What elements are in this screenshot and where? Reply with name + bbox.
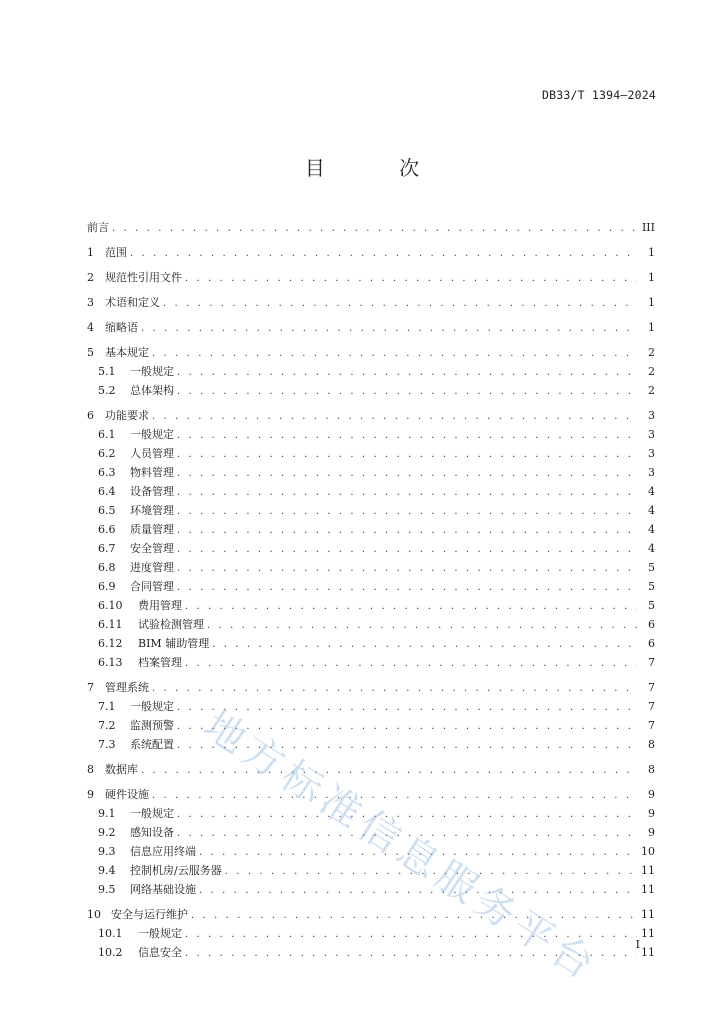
toc-entry-label: 缩略语 (105, 321, 138, 334)
toc-entry-number: 6.10 (98, 599, 123, 612)
toc-leader-dots (207, 617, 637, 635)
toc-entry-label: 一般规定 (130, 428, 174, 441)
toc-entry-number: 9.1 (98, 807, 116, 820)
toc-leader-dots (177, 364, 637, 382)
toc-entry-label: 费用管理 (138, 599, 182, 612)
toc-entry[interactable] (87, 426, 655, 445)
toc-leader-dots (185, 598, 637, 616)
toc-entry-number: 7.1 (98, 700, 116, 713)
toc-entry-label: 一般规定 (130, 365, 174, 378)
toc-leader-dots (177, 579, 637, 597)
toc-leader-dots (177, 383, 637, 401)
toc-entry-number: 9.4 (98, 864, 116, 877)
toc-entry-page: 9 (648, 807, 655, 820)
toc-entry-number: 5.1 (98, 365, 116, 378)
toc-entry-page: 9 (648, 788, 655, 801)
toc-entry-page: 5 (648, 580, 655, 593)
toc-entry-page: III (641, 221, 655, 234)
toc-entry-label: 档案管理 (138, 656, 182, 669)
toc-entry-number: 6.5 (98, 504, 116, 517)
toc-entry[interactable] (87, 294, 655, 313)
toc-entry-page: 7 (648, 719, 655, 732)
toc-entry[interactable] (87, 635, 655, 654)
toc-entry-page: 6 (648, 637, 655, 650)
toc-entry-page: 5 (648, 599, 655, 612)
toc-entry-label: 硬件设施 (105, 788, 149, 801)
toc-entry-page: 4 (648, 523, 655, 536)
toc-leader-dots (177, 503, 637, 521)
watermark: 地方标准信息服务平台 (195, 702, 607, 992)
toc-leader-dots (152, 787, 637, 805)
toc-entry-number: 9 (87, 788, 94, 801)
toc-leader-dots (177, 718, 637, 736)
toc-entry-number: 6 (87, 409, 94, 422)
toc-entry[interactable] (87, 559, 655, 578)
toc-entry[interactable] (87, 445, 655, 464)
toc-entry-number: 9.2 (98, 826, 116, 839)
toc-entry[interactable] (87, 906, 655, 925)
toc-leader-dots (185, 926, 637, 944)
toc-entry-page: 11 (641, 927, 655, 940)
toc-entry[interactable] (87, 881, 655, 900)
toc-entry-page: 3 (648, 447, 655, 460)
toc-entry-page: 1 (648, 246, 655, 259)
toc-entry-page: 4 (648, 542, 655, 555)
toc-entry-page: 2 (648, 384, 655, 397)
toc-entry-number: 9.3 (98, 845, 116, 858)
toc-entry-number: 7.2 (98, 719, 116, 732)
toc-entry[interactable] (87, 219, 655, 238)
toc-entry-page: 1 (648, 271, 655, 284)
toc-leader-dots (177, 522, 637, 540)
toc-entry-page: 5 (648, 561, 655, 574)
toc-entry-page: 2 (648, 346, 655, 359)
toc-entry-number: 1 (87, 246, 94, 259)
toc-entry-page: 11 (641, 864, 655, 877)
toc-leader-dots (177, 446, 637, 464)
toc-entry-label: 一般规定 (130, 700, 174, 713)
toc-entry[interactable] (87, 761, 655, 780)
toc-leader-dots (141, 320, 637, 338)
toc-entry-page: 3 (648, 428, 655, 441)
toc-entry[interactable] (87, 824, 655, 843)
document-code: DB33/T 1394—2024 (542, 88, 656, 102)
toc-leader-dots (177, 737, 637, 755)
toc-entry[interactable] (87, 805, 655, 824)
toc-entry-label: 设备管理 (130, 485, 174, 498)
page-number: I (635, 938, 640, 951)
toc-entry-label: 术语和定义 (105, 296, 160, 309)
toc-entry[interactable] (87, 736, 655, 755)
toc-entry-label: 信息安全 (138, 946, 182, 959)
toc-entry[interactable] (87, 679, 655, 698)
toc-leader-dots (212, 636, 637, 654)
toc-entry-number: 6.3 (98, 466, 116, 479)
toc-entry[interactable] (87, 244, 655, 263)
toc-entry-label: 质量管理 (130, 523, 174, 536)
toc-entry-page: 3 (648, 409, 655, 422)
toc-leader-dots (177, 699, 637, 717)
toc-entry-label: 数据库 (105, 763, 138, 776)
toc-entry-page: 4 (648, 504, 655, 517)
toc-entry-label: 信息应用终端 (130, 845, 196, 858)
toc-leader-dots (199, 882, 637, 900)
toc-entry-label: 环境管理 (130, 504, 174, 517)
toc-entry-page: 11 (641, 946, 655, 959)
toc-entry[interactable] (87, 578, 655, 597)
toc-entry-label: 人员管理 (130, 447, 174, 460)
toc-entry-page: 3 (648, 466, 655, 479)
page-title: 目 次 (304, 156, 454, 180)
toc-entry[interactable] (87, 407, 655, 426)
toc-entry-page: 8 (648, 763, 655, 776)
toc-entry[interactable] (87, 944, 655, 963)
toc-entry[interactable] (87, 382, 655, 401)
toc-entry-number: 7.3 (98, 738, 116, 751)
toc-entry-label: 前言 (87, 221, 109, 234)
toc-leader-dots (152, 408, 637, 426)
toc-entry[interactable] (87, 597, 655, 616)
toc-entry-label: 管理系统 (105, 681, 149, 694)
toc-entry-number: 6.9 (98, 580, 116, 593)
toc-leader-dots (130, 245, 637, 263)
toc-entry[interactable] (87, 698, 655, 717)
toc-entry-number: 6.12 (98, 637, 123, 650)
toc-entry-label: 感知设备 (130, 826, 174, 839)
toc-entry-page: 7 (648, 681, 655, 694)
toc-entry-label: 物料管理 (130, 466, 174, 479)
toc-entry-page: 9 (648, 826, 655, 839)
toc-entry-number: 7 (87, 681, 94, 694)
toc-entry[interactable] (87, 862, 655, 881)
toc-entry-page: 6 (648, 618, 655, 631)
table-of-contents (87, 219, 655, 963)
toc-entry-number: 2 (87, 271, 94, 284)
toc-entry-label: 网络基础设施 (130, 883, 196, 896)
toc-leader-dots (163, 295, 637, 313)
toc-entry-label: 控制机房/云服务器 (130, 864, 222, 877)
toc-entry-number: 5 (87, 346, 94, 359)
toc-leader-dots (141, 762, 637, 780)
toc-entry-label: 规范性引用文件 (105, 271, 182, 284)
toc-entry-label: 总体架构 (130, 384, 174, 397)
toc-entry-label: 监测预警 (130, 719, 174, 732)
toc-entry[interactable] (87, 654, 655, 673)
toc-leader-dots (191, 907, 637, 925)
toc-leader-dots (177, 560, 637, 578)
toc-entry-label: 进度管理 (130, 561, 174, 574)
toc-entry-label: BIM 辅助管理 (138, 637, 210, 650)
toc-entry-label: 一般规定 (138, 927, 182, 940)
toc-entry-page: 11 (641, 908, 655, 921)
toc-leader-dots (177, 825, 637, 843)
toc-leader-dots (185, 945, 637, 963)
toc-entry-number: 6.1 (98, 428, 116, 441)
toc-entry-number: 6.6 (98, 523, 116, 536)
toc-entry-label: 安全与运行维护 (111, 908, 188, 921)
toc-entry-number: 4 (87, 321, 94, 334)
toc-entry[interactable] (87, 464, 655, 483)
toc-entry-label: 基本规定 (105, 346, 149, 359)
toc-entry[interactable] (87, 616, 655, 635)
toc-leader-dots (152, 680, 637, 698)
toc-entry-label: 功能要求 (105, 409, 149, 422)
toc-entry[interactable] (87, 717, 655, 736)
toc-entry-page: 4 (648, 485, 655, 498)
toc-entry[interactable] (87, 843, 655, 862)
toc-leader-dots (185, 655, 637, 673)
toc-leader-dots (185, 270, 637, 288)
toc-entry-page: 1 (648, 296, 655, 309)
toc-entry-number: 6.4 (98, 485, 116, 498)
toc-entry-number: 6.13 (98, 656, 123, 669)
toc-entry[interactable] (87, 483, 655, 502)
toc-leader-dots (199, 844, 637, 862)
toc-leader-dots (177, 541, 637, 559)
toc-entry-number: 3 (87, 296, 94, 309)
toc-entry[interactable] (87, 521, 655, 540)
toc-entry-number: 6.8 (98, 561, 116, 574)
toc-entry[interactable] (87, 502, 655, 521)
toc-entry-number: 10.1 (98, 927, 123, 940)
toc-entry-number: 10 (87, 908, 101, 921)
toc-entry-label: 一般规定 (130, 807, 174, 820)
toc-entry-page: 1 (648, 321, 655, 334)
toc-entry[interactable] (87, 269, 655, 288)
toc-entry-page: 8 (648, 738, 655, 751)
toc-entry-number: 10.2 (98, 946, 123, 959)
toc-entry[interactable] (87, 925, 655, 944)
toc-leader-dots (177, 484, 637, 502)
toc-entry-page: 7 (648, 700, 655, 713)
toc-leader-dots (177, 427, 637, 445)
toc-entry[interactable] (87, 363, 655, 382)
toc-entry-page: 2 (648, 365, 655, 378)
toc-entry-label: 安全管理 (130, 542, 174, 555)
toc-entry-page: 11 (641, 883, 655, 896)
toc-entry-label: 系统配置 (130, 738, 174, 751)
toc-leader-dots (177, 806, 637, 824)
toc-entry-number: 5.2 (98, 384, 116, 397)
toc-entry-label: 试验检测管理 (138, 618, 204, 631)
toc-entry-page: 10 (641, 845, 655, 858)
toc-entry[interactable] (87, 319, 655, 338)
toc-entry-number: 8 (87, 763, 94, 776)
toc-leader-dots (225, 863, 637, 881)
toc-entry-number: 6.2 (98, 447, 116, 460)
toc-entry[interactable] (87, 786, 655, 805)
toc-leader-dots (112, 220, 637, 238)
toc-entry-number: 6.7 (98, 542, 116, 555)
toc-entry[interactable] (87, 344, 655, 363)
toc-leader-dots (152, 345, 637, 363)
toc-entry-label: 范围 (105, 246, 127, 259)
toc-leader-dots (177, 465, 637, 483)
toc-entry-page: 7 (648, 656, 655, 669)
toc-entry[interactable] (87, 540, 655, 559)
toc-entry-label: 合同管理 (130, 580, 174, 593)
toc-entry-number: 9.5 (98, 883, 116, 896)
toc-entry-number: 6.11 (98, 618, 123, 631)
